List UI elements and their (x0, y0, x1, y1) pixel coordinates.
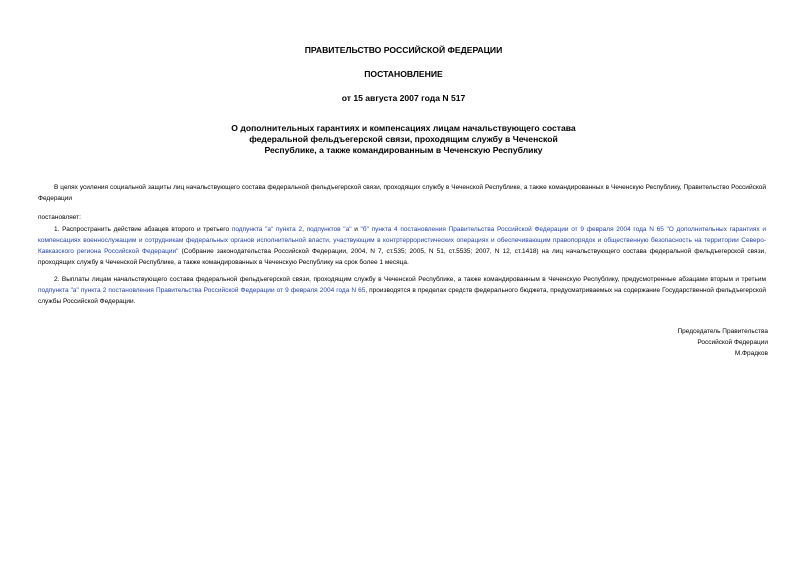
link-subitem-a-item-2[interactable]: подпункта "а" пункта 2 (231, 226, 303, 233)
document-title: О дополнительных гарантиях и компенсациях лицам начальствующего состава федеральной фельдъегерской связи, проходящим службу в Чеченской Республике, а также командированным в Чеченскую Республику (231, 123, 576, 155)
item-1-text-c: и (351, 226, 361, 233)
signature-position-line: Председатель Правительства (677, 328, 768, 335)
decides-paragraph: постановляет: (38, 214, 81, 221)
preamble-paragraph: В целях усиления социальной защиты лиц начальствующего состава федеральной фельдъегерской связи, проходящих службу в Чеченской Республике, а также командированных в Чеченскую Республику, Правительство Российской Федерации (38, 184, 766, 202)
item-1-text-a: 1. Распространить действие абзацев второго и третьего (54, 226, 232, 233)
link-decree-65-item-2[interactable]: подпункта "а" пункта 2 постановления Правительства Российской Федерации от 9 февраля 2004 года N 65 (38, 287, 366, 294)
item-1-text-b: , (302, 226, 307, 233)
date-number-heading: от 15 августа 2007 года N 517 (341, 93, 466, 103)
link-subitems-a[interactable]: подпунктов "а" (306, 226, 352, 233)
document-type-heading: ПОСТАНОВЛЕНИЕ (364, 69, 443, 79)
item-1-text-d: (Собрание законодательства Российской Федерации, 2004, N 7, ст.535; 2005, N 51, ст.5535; 2007, N 12, ст.1418) на лиц начальствующего состава федеральной фельдъегерской связи, проходящих службу в Чеченской Республике, а также командированных в Чеченскую Республику на срок более 1 месяца. (38, 248, 766, 266)
item-2-text-b: , производятся в пределах средств федерального бюджета, предусматриваемых на содержание Государственной фельдъегерской службы Российской Федерации. (38, 287, 766, 305)
signature-organization-line: Российской Федерации (697, 339, 768, 346)
item-2-text-a: 2. Выплаты лицам начальствующего состава федеральной фельдъегерской связи, проходящим службу в Чеченской Республике, а также командированным в Чеченскую Республику, предусмотренные абзацами вторым и третьим (54, 276, 766, 283)
item-2-paragraph (38, 274, 766, 307)
item-1-paragraph (38, 224, 766, 268)
government-heading: ПРАВИТЕЛЬСТВО РОССИЙСКОЙ ФЕДЕРАЦИИ (304, 45, 503, 55)
signature-name: М.Фрадков (734, 350, 768, 357)
link-decree-65[interactable]: "б" пункта 4 постановления Правительства Российской Федерации от 9 февраля 2004 года N 65 "О дополнительных гарантиях и компенсациях военнослужащим и сотрудникам федеральных органов исполнительной власти, участвующим в контртеррористических операциях и обеспечивающим правопорядок и общественную безопасность на территории Северо-Кавказского региона Российской Федерации" (38, 226, 766, 255)
